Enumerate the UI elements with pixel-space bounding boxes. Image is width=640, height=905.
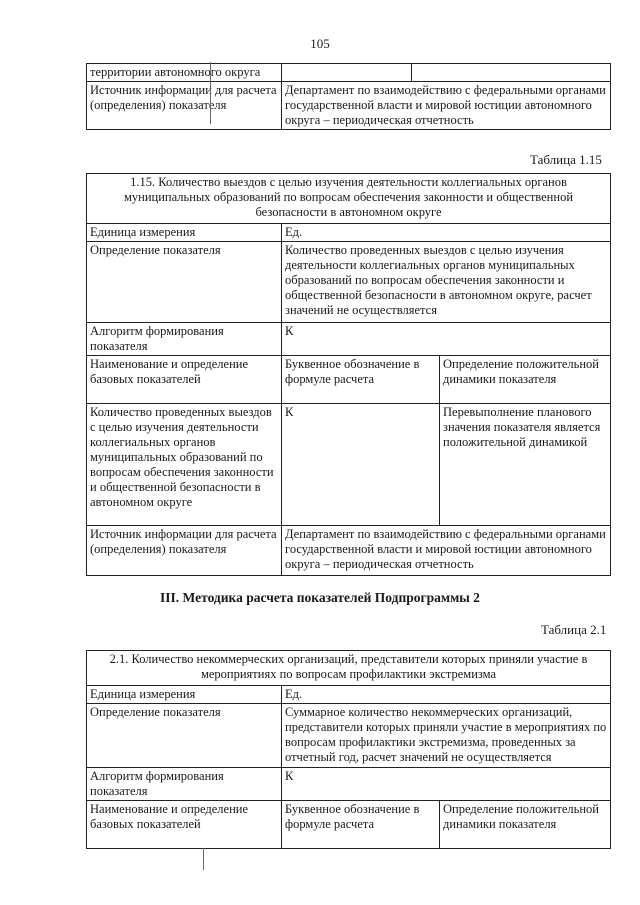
- algorithm-label: Алгоритм формирования показателя: [87, 323, 282, 356]
- definition-value: Количество проведенных выездов с целью изучения деятельности коллегиальных органов муниципальных образований по вопросам обеспечения законности и общественной безопасности в автономном округе, расчет значений не осуществляется: [282, 242, 611, 323]
- empty-cell: [282, 64, 412, 82]
- scan-line: [203, 848, 204, 870]
- table-2-1: [86, 650, 611, 849]
- empty-cell: [412, 64, 611, 82]
- source-value: Департамент по взаимодействию с федеральными органами государственной власти и мировой юстиции автономного округа – периодическая отчетность: [282, 82, 611, 130]
- base-header-letter: Буквенное обозначение в формуле расчета: [282, 356, 440, 404]
- definition-label: Определение показателя: [87, 704, 282, 768]
- continuation-table: [86, 63, 611, 130]
- unit-label: Единица измерения: [87, 686, 282, 704]
- table-caption-2-1: Таблица 2.1: [541, 622, 607, 637]
- base-header-name: Наименование и определение базовых показателей: [87, 356, 282, 404]
- source-label: Источник информации для расчета (определения) показателя: [87, 82, 282, 130]
- scan-line: [210, 62, 211, 124]
- base-row-dynamics: Перевыполнение планового значения показателя является положительной динамикой: [440, 404, 611, 526]
- unit-value: Ед.: [282, 224, 611, 242]
- table-title: 2.1. Количество некоммерческих организаций, представители которых приняли участие в мероприятиях по вопросам профилактики экстремизма: [87, 651, 611, 686]
- algorithm-value: К: [282, 323, 611, 356]
- page-number: 105: [310, 36, 330, 51]
- source-value: Департамент по взаимодействию с федеральными органами государственной власти и мировой юстиции автономного округа – периодическая отчетность: [282, 526, 611, 576]
- table-caption-1-15: Таблица 1.15: [530, 152, 602, 167]
- table-title: 1.15. Количество выездов с целью изучения деятельности коллегиальных органов муниципальных образований по вопросам обеспечения законности и общественной безопасности в автономном округе: [87, 174, 611, 224]
- definition-label: Определение показателя: [87, 242, 282, 323]
- table-1-15: [86, 173, 611, 576]
- algorithm-label: Алгоритм формирования показателя: [87, 768, 282, 801]
- base-header-dynamics: Определение положительной динамики показателя: [440, 801, 611, 849]
- base-header-letter: Буквенное обозначение в формуле расчета: [282, 801, 440, 849]
- base-header-name: Наименование и определение базовых показателей: [87, 801, 282, 849]
- base-row-name: Количество проведенных выездов с целью изучения деятельности коллегиальных органов муниципальных образований по вопросам обеспечения законности и общественной безопасности в автономном округе: [87, 404, 282, 526]
- unit-value: Ед.: [282, 686, 611, 704]
- source-label: Источник информации для расчета (определения) показателя: [87, 526, 282, 576]
- base-row-letter: К: [282, 404, 440, 526]
- definition-value: Суммарное количество некоммерческих организаций, представители которых приняли участие в мероприятиях по вопросам профилактики экстремизма, проведенных за отчетный год, расчет значений не осуществляется: [282, 704, 611, 768]
- unit-label: Единица измерения: [87, 224, 282, 242]
- algorithm-value: К: [282, 768, 611, 801]
- base-header-dynamics: Определение положительной динамики показателя: [440, 356, 611, 404]
- territory-cell: территории автономного округа: [87, 64, 282, 82]
- section-title: III. Методика расчета показателей Подпрограммы 2: [160, 590, 480, 605]
